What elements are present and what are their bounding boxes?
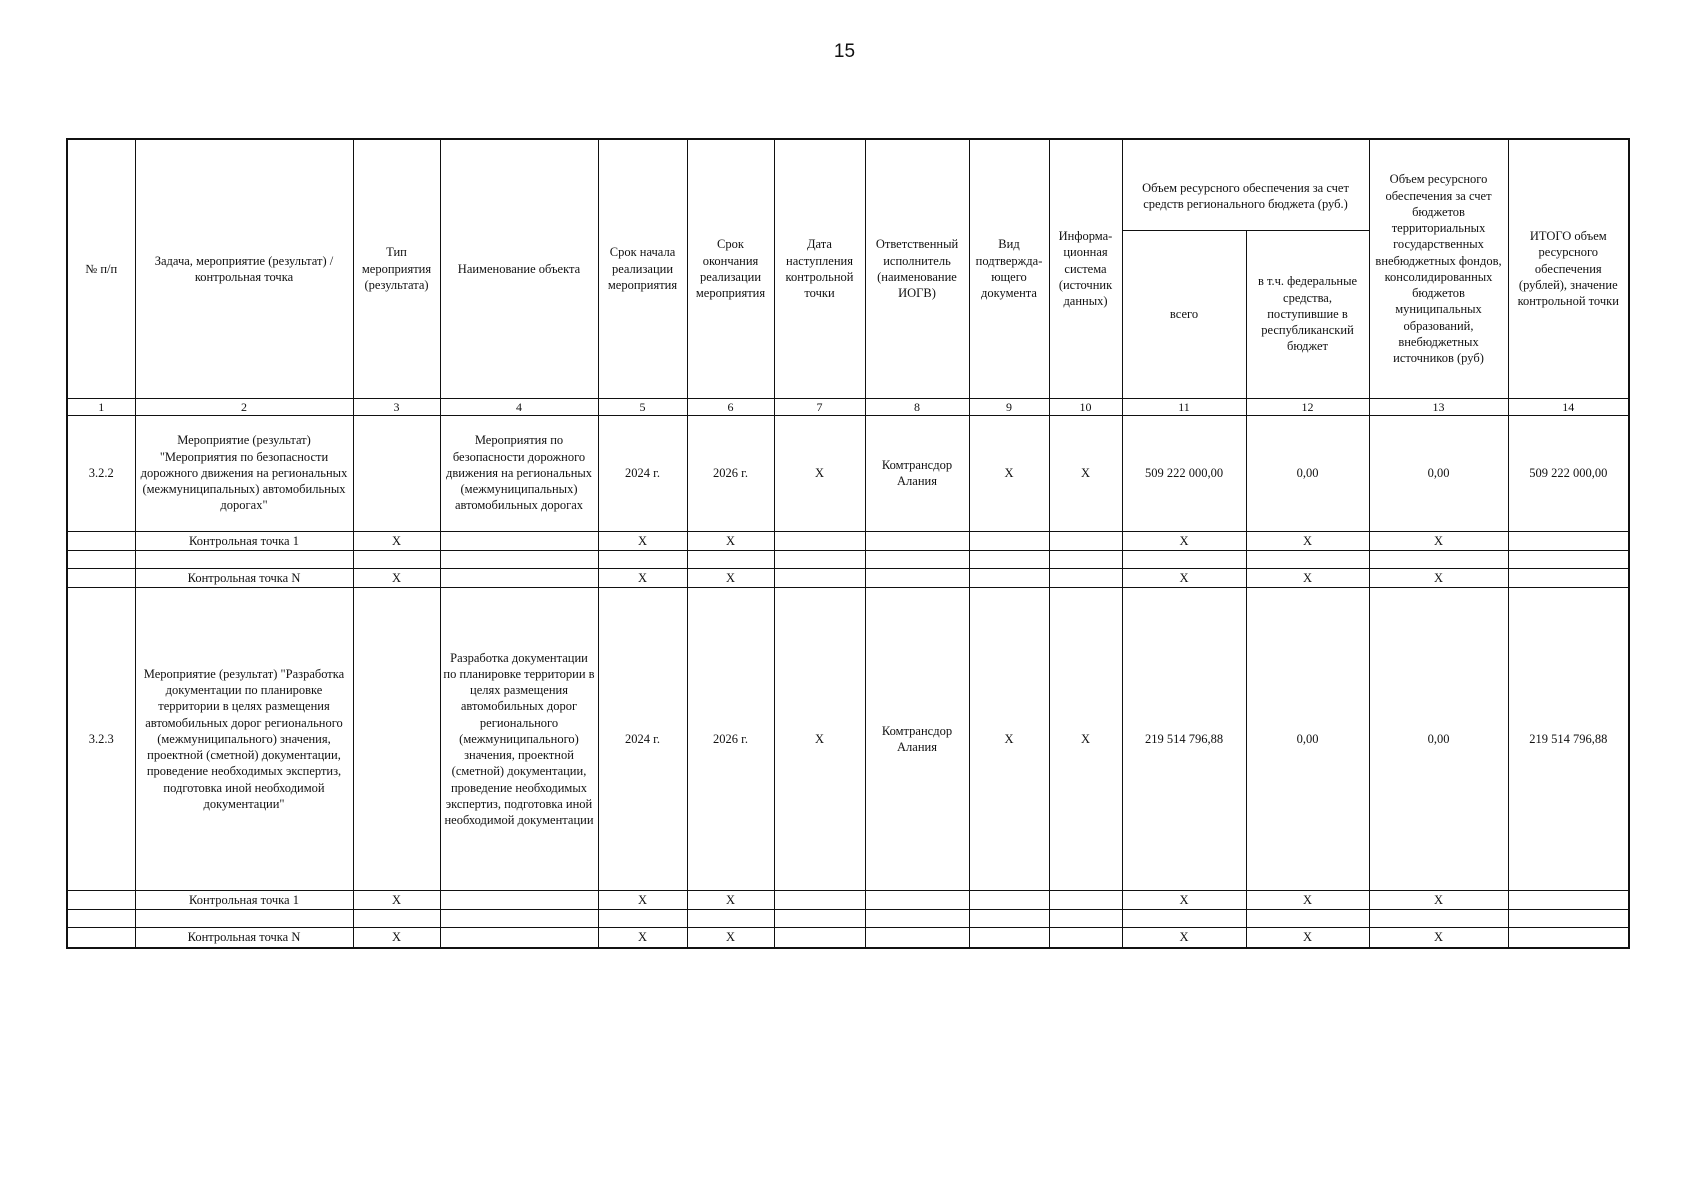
row-total: 509 222 000,00: [1122, 415, 1246, 531]
control-point-total: X: [1122, 568, 1246, 587]
column-number: 8: [865, 398, 969, 415]
control-point-federal: X: [1246, 928, 1369, 948]
header-row: [67, 139, 1629, 230]
control-point-other: X: [1369, 928, 1508, 948]
header-system: Информа-ционная система (источник данных): [1049, 139, 1122, 398]
column-number: 10: [1049, 398, 1122, 415]
column-number: 6: [687, 398, 774, 415]
control-point-start: X: [598, 568, 687, 587]
header-federal: в т.ч. федеральные средства, поступившие в республиканский бюджет: [1246, 230, 1369, 398]
control-point-type: X: [353, 568, 440, 587]
row-system: X: [1049, 588, 1122, 891]
row-document: X: [969, 588, 1049, 891]
control-point-other: X: [1369, 531, 1508, 550]
column-number: 2: [135, 398, 353, 415]
header-date: Дата наступления контрольной точки: [774, 139, 865, 398]
row-total: 219 514 796,88: [1122, 588, 1246, 891]
table-row: [67, 928, 1629, 948]
column-number: 3: [353, 398, 440, 415]
row-end: 2026 г.: [687, 588, 774, 891]
header-executor: Ответственный исполнитель (наименование ИОГВ): [865, 139, 969, 398]
column-numbers-row: [67, 398, 1629, 415]
control-point-end: X: [687, 891, 774, 910]
row-system: X: [1049, 415, 1122, 531]
table-row: [67, 531, 1629, 550]
control-point-start: X: [598, 891, 687, 910]
table-row: [67, 415, 1629, 531]
row-date: X: [774, 415, 865, 531]
row-object: Мероприятия по безопасности дорожного движения на региональных (межмуниципальных) автомобильных дорогах: [440, 415, 598, 531]
control-point-other: X: [1369, 568, 1508, 587]
control-point-start: X: [598, 531, 687, 550]
column-number: 14: [1508, 398, 1629, 415]
column-number: 13: [1369, 398, 1508, 415]
control-point-total: X: [1122, 531, 1246, 550]
column-number: 4: [440, 398, 598, 415]
control-point-federal: X: [1246, 531, 1369, 550]
control-point-type: X: [353, 891, 440, 910]
header-number: № п/п: [67, 139, 135, 398]
row-object: Разработка документации по планировке территории в целях размещения автомобильных дорог регионального (межмуниципального) значения, проектной (сметной) документации, проведение необходимых экспертиз, подготовка иной необходимой документации: [440, 588, 598, 891]
column-number: 11: [1122, 398, 1246, 415]
control-point-label: Контрольная точка N: [135, 568, 353, 587]
row-end: 2026 г.: [687, 415, 774, 531]
control-point-other: X: [1369, 891, 1508, 910]
column-number: 1: [67, 398, 135, 415]
row-start: 2024 г.: [598, 588, 687, 891]
control-point-type: X: [353, 531, 440, 550]
table-row: [67, 891, 1629, 910]
header-task: Задача, мероприятие (результат) / контрольная точка: [135, 139, 353, 398]
row-executor: Комтрансдор Алания: [865, 588, 969, 891]
row-task: Мероприятие (результат) "Мероприятия по безопасности дорожного движения на региональных (межмуниципальных) автомобильных дорогах": [135, 415, 353, 531]
header-total: всего: [1122, 230, 1246, 398]
control-point-label: Контрольная точка N: [135, 928, 353, 948]
row-task: Мероприятие (результат) "Разработка документации по планировке территории в целях размещения автомобильных дорог регионального (межмуниципального) значения, проектной (сметной) документации, проведение необходимых экспертиз, подготовка иной необходимой документации": [135, 588, 353, 891]
row-executor: Комтрансдор Алания: [865, 415, 969, 531]
control-point-total: X: [1122, 891, 1246, 910]
control-point-end: X: [687, 928, 774, 948]
header-document: Вид подтвержда-ющего документа: [969, 139, 1049, 398]
row-federal: 0,00: [1246, 415, 1369, 531]
row-start: 2024 г.: [598, 415, 687, 531]
row-type: [353, 588, 440, 891]
row-date: X: [774, 588, 865, 891]
row-federal: 0,00: [1246, 588, 1369, 891]
header-object: Наименование объекта: [440, 139, 598, 398]
page-number: 15: [833, 41, 856, 62]
control-point-federal: X: [1246, 891, 1369, 910]
row-number: 3.2.2: [67, 415, 135, 531]
row-other: 0,00: [1369, 588, 1508, 891]
column-number: 7: [774, 398, 865, 415]
header-start: Срок начала реализации мероприятия: [598, 139, 687, 398]
control-point-label: Контрольная точка 1: [135, 891, 353, 910]
row-grand-total: 509 222 000,00: [1508, 415, 1629, 531]
table-row: [67, 588, 1629, 891]
header-grand-total: ИТОГО объем ресурсного обеспечения (рублей), значение контрольной точки: [1508, 139, 1629, 398]
resource-table: [66, 138, 1630, 949]
row-other: 0,00: [1369, 415, 1508, 531]
header-regional-budget: Объем ресурсного обеспечения за счет средств регионального бюджета (руб.): [1122, 139, 1369, 230]
row-document: X: [969, 415, 1049, 531]
control-point-total: X: [1122, 928, 1246, 948]
control-point-start: X: [598, 928, 687, 948]
row-number: 3.2.3: [67, 588, 135, 891]
column-number: 5: [598, 398, 687, 415]
table-row: [67, 910, 1629, 928]
column-number: 12: [1246, 398, 1369, 415]
control-point-type: X: [353, 928, 440, 948]
table-row: [67, 550, 1629, 568]
table-row: [67, 568, 1629, 587]
column-number: 9: [969, 398, 1049, 415]
control-point-end: X: [687, 568, 774, 587]
control-point-federal: X: [1246, 568, 1369, 587]
control-point-end: X: [687, 531, 774, 550]
header-type: Тип мероприятия (результата): [353, 139, 440, 398]
header-end: Срок окончания реализации мероприятия: [687, 139, 774, 398]
control-point-label: Контрольная точка 1: [135, 531, 353, 550]
row-grand-total: 219 514 796,88: [1508, 588, 1629, 891]
row-type: [353, 415, 440, 531]
header-other-sources: Объем ресурсного обеспечения за счет бюджетов территориальных государственных внебюджетных фондов, консолидированных бюджетов муниципальных образований, внебюджетных источников (руб): [1369, 139, 1508, 398]
